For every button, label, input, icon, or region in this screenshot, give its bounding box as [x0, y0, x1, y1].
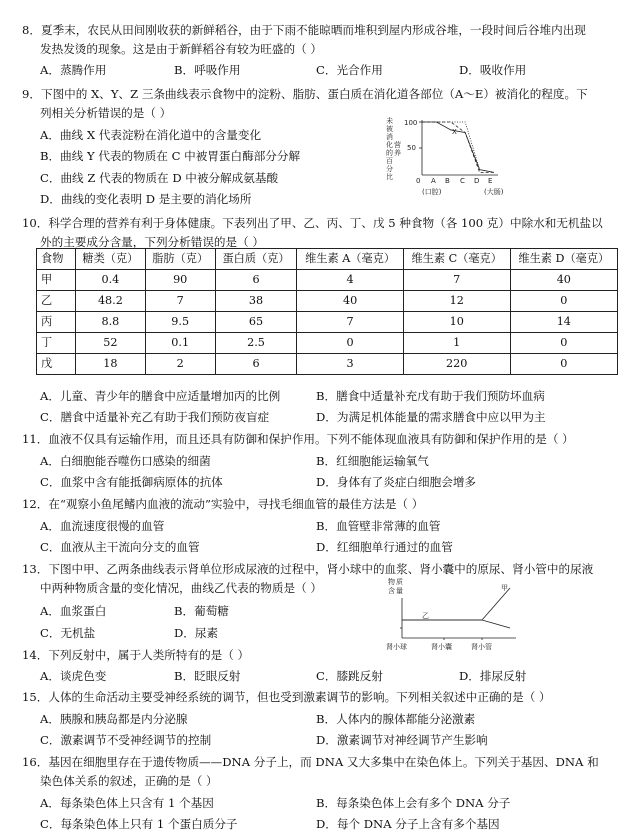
q8-option-a[interactable]: A．蒸腾作用 — [40, 63, 107, 77]
q9-ylabel-char: 消 — [386, 133, 393, 141]
q9-stem-line1: 9．下图中的 X、Y、Z 三条曲线表示食物中的淀粉、脂肪、蛋白质在消化道各部位（A～E）被消化的程度。下 — [22, 87, 588, 101]
table-row — [37, 333, 618, 354]
table-cell: 甲 — [37, 270, 76, 291]
table-row — [37, 354, 618, 375]
table-cell: 0 — [297, 333, 403, 354]
q10-option-a[interactable]: A．儿童、青少年的膳食中应适量增加丙的比例 — [40, 389, 281, 403]
table-header-cell: 脂肪（克） — [145, 249, 215, 270]
q11-option-b[interactable]: B．红细胞能运输氧气 — [316, 454, 429, 468]
q9-xtick: B — [445, 177, 450, 185]
q9-curve-x — [422, 122, 494, 172]
table-cell: 7 — [297, 312, 403, 333]
q9-ylabel-char: 未 — [386, 117, 393, 125]
q10-stem-line2: 外的主要成分含量，下列分析错误的是（ ） — [40, 235, 264, 249]
q11-option-a[interactable]: A．白细胞能吞噬伤口感染的细菌 — [40, 454, 211, 468]
table-cell: 丙 — [37, 312, 76, 333]
q12-stem-line1: 12．在“观察小鱼尾鳍内血液的流动”实验中，寻找毛细血管的最佳方法是（ ） — [22, 497, 424, 511]
q15-option-c[interactable]: C．激素调节不受神经调节的控制 — [40, 733, 212, 747]
q13-xlabel-tubule: 肾小管 — [471, 643, 492, 651]
table-cell: 2.5 — [215, 333, 297, 354]
q13-ylabel-char: 物 — [388, 578, 395, 586]
q9-ylabel-char: 的 — [386, 149, 393, 157]
q9-ylabel-char: 比 — [386, 173, 393, 181]
table-cell: 38 — [215, 291, 297, 312]
q12-option-b[interactable]: B．血管壁非常薄的血管 — [316, 519, 441, 533]
table-cell: 8.8 — [76, 312, 146, 333]
q16-option-d[interactable]: D．每个 DNA 分子上含有多个基因 — [316, 817, 500, 831]
table-cell: 4 — [297, 270, 403, 291]
q10-option-d[interactable]: D．为满足机体能量的需求膳食中应以甲为主 — [316, 410, 546, 424]
q15-option-d[interactable]: D．激素调节对神经调节产生影响 — [316, 733, 488, 747]
q13-option-d[interactable]: D．尿素 — [174, 626, 219, 640]
nephron-curve-figure — [386, 574, 522, 654]
q15-option-a[interactable]: A．胰腺和胰岛都是内分泌腺 — [40, 712, 188, 726]
q14-option-b[interactable]: B．眨眼反射 — [174, 669, 241, 683]
q10-option-b[interactable]: B．膳食中适量补充戊有助于我们预防坏血病 — [316, 389, 545, 403]
q13-curve-jia — [402, 588, 510, 620]
q8-option-b[interactable]: B．呼吸作用 — [174, 63, 241, 77]
q11-option-d[interactable]: D．身体有了炎症白细胞会增多 — [316, 475, 477, 489]
q16-option-a[interactable]: A．每条染色体上只含有 1 个基因 — [40, 796, 214, 810]
q12-option-d[interactable]: D．红细胞单行通过的血管 — [316, 540, 453, 554]
q15-stem-line1: 15．人体的生命活动主要受神经系统的调节，但也受到激素调节的影响。下列相关叙述中正确的是（ ） — [22, 690, 551, 704]
table-cell: 0 — [510, 291, 617, 312]
q9-ylabel-char: 营 — [394, 141, 401, 149]
q8-stem-line1: 8．夏季末，农民从田间刚收获的新鲜稻谷，由于下雨不能晾晒而堆积到屋内形成谷堆，一段时间后谷堆内出现 — [22, 23, 586, 37]
q9-xtick: C — [460, 177, 465, 185]
q9-curve-label: X — [452, 128, 457, 136]
q14-stem-line1: 14．下列反射中，属于人类所特有的是（ ） — [22, 648, 250, 662]
table-cell: 12 — [403, 291, 510, 312]
q13-ylabel-char: 质 — [396, 578, 403, 586]
q9-ylabel-char: 化 — [386, 141, 393, 149]
q14-option-a[interactable]: A．谈虎色变 — [40, 669, 107, 683]
q11-stem-line1: 11．血液不仅具有运输作用，而且还具有防御和保护作用。下列不能体现血液具有防御和保护作用的是（ ） — [22, 432, 574, 446]
q13-ylabel-char: 含 — [388, 587, 395, 595]
table-header-cell: 维生素 C（毫克） — [403, 249, 510, 270]
q16-option-b[interactable]: B．每条染色体上会有多个 DNA 分子 — [316, 796, 511, 810]
q15-option-b[interactable]: B．人体内的腺体都能分泌激素 — [316, 712, 476, 726]
table-cell: 6 — [215, 354, 297, 375]
table-cell: 1 — [403, 333, 510, 354]
nutrition-table — [36, 248, 618, 375]
q9-ylabel-char: 分 — [386, 165, 393, 173]
table-header-cell: 维生素 A（毫克） — [297, 249, 403, 270]
q13-curve-label-jia: 甲 — [501, 584, 508, 592]
q13-curve-group — [402, 588, 510, 628]
table-cell: 90 — [145, 270, 215, 291]
q9-curve-z — [422, 122, 494, 172]
table-cell: 7 — [403, 270, 510, 291]
table-cell: 3 — [297, 354, 403, 375]
q13-curve-yi — [402, 620, 510, 628]
table-cell: 2 — [145, 354, 215, 375]
table-header-cell: 维生素 D（毫克） — [510, 249, 617, 270]
table-cell: 7 — [145, 291, 215, 312]
q12-option-a[interactable]: A．血流速度很慢的血管 — [40, 519, 165, 533]
table-cell: 0 — [510, 333, 617, 354]
q13-curve-label-yi: 乙 — [422, 612, 429, 620]
q9-xnote-mouth: (口腔) — [422, 188, 442, 196]
q12-option-c[interactable]: C．血液从主干流向分支的血管 — [40, 540, 200, 554]
q9-ylabel-char: 百 — [386, 157, 393, 165]
q9-ylabel-char: 被 — [386, 125, 393, 133]
q8-option-c[interactable]: C．光合作用 — [316, 63, 383, 77]
table-cell: 6 — [215, 270, 297, 291]
q9-curve-y — [422, 122, 494, 172]
table-row — [37, 291, 618, 312]
table-cell: 10 — [403, 312, 510, 333]
q9-option-b[interactable]: B．曲线 Y 代表的物质在 C 中被胃蛋白酶部分分解 — [40, 149, 301, 163]
table-cell: 220 — [403, 354, 510, 375]
q8-option-d[interactable]: D．吸收作用 — [459, 63, 527, 77]
q9-xtick: A — [431, 177, 436, 185]
table-cell: 52 — [76, 333, 146, 354]
table-cell: 乙 — [37, 291, 76, 312]
q16-stem-line1: 16．基因在细胞里存在于遗传物质——DNA 分子上，而 DNA 又大多集中在染色体上。下列关于基因、DNA 和 — [22, 755, 599, 769]
q9-xnote-large-intestine: (大肠) — [484, 188, 504, 196]
q9-xtick-0: 0 — [416, 177, 421, 185]
table-cell: 14 — [510, 312, 617, 333]
q9-option-c[interactable]: C．曲线 Z 代表的物质在 D 中被分解成氨基酸 — [40, 171, 279, 185]
q9-ytick-50: 50 — [407, 144, 416, 152]
table-cell: 65 — [215, 312, 297, 333]
table-header-cell: 蛋白质（克） — [215, 249, 297, 270]
q11-option-c[interactable]: C．血浆中含有能抵御病原体的抗体 — [40, 475, 223, 489]
q13-xlabel-capsule: 肾小囊 — [431, 643, 452, 651]
q13-option-c[interactable]: C．无机盐 — [40, 626, 96, 640]
q9-option-d[interactable]: D．曲线的变化表明 D 是主要的消化场所 — [40, 192, 252, 206]
table-cell: 0.4 — [76, 270, 146, 291]
q9-xtick: E — [488, 177, 493, 185]
q16-stem-line2: 染色体关系的叙述，正确的是（ ） — [40, 774, 218, 788]
table-cell: 40 — [510, 270, 617, 291]
q13-stem-line2: 中两种物质含量的变化情况，曲线乙代表的物质是（ ） — [40, 581, 322, 595]
q10-stem-line1: 10．科学合理的营养有利于身体健康。下表列出了甲、乙、丙、丁、戊 5 种食物（各 100 克）中除水和无机盐以 — [22, 216, 603, 230]
table-cell: 9.5 — [145, 312, 215, 333]
q10-option-c[interactable]: C．膳食中适量补充乙有助于我们预防夜盲症 — [40, 410, 270, 424]
q16-option-c[interactable]: C．每条染色体上只有 1 个蛋白质分子 — [40, 817, 238, 831]
q13-option-b[interactable]: B．葡萄糖 — [174, 604, 229, 618]
q14-option-c[interactable]: C．膝跳反射 — [316, 669, 383, 683]
table-header-cell: 食物 — [37, 249, 76, 270]
table-cell: 18 — [76, 354, 146, 375]
table-cell: 戊 — [37, 354, 76, 375]
q9-xtick: D — [474, 177, 480, 185]
q9-ylabel-char: 养 — [394, 149, 401, 157]
q9-ytick-100: 100 — [404, 119, 418, 127]
table-cell: 0 — [510, 354, 617, 375]
q9-stem-line2: 列相关分析错误的是（ ） — [40, 106, 172, 120]
table-header-row — [37, 249, 618, 270]
q9-curve-group — [422, 122, 494, 172]
table-cell: 40 — [297, 291, 403, 312]
q13-option-a[interactable]: A．血浆蛋白 — [40, 604, 107, 618]
table-row — [37, 312, 618, 333]
q13-ylabel-char: 量 — [396, 587, 403, 595]
q13-xlabel-glomerulus: 肾小球 — [386, 643, 407, 651]
table-cell: 丁 — [37, 333, 76, 354]
q8-stem-line2: 发热发烫的现象。这是由于新鲜稻谷有较为旺盛的（ ） — [40, 42, 322, 56]
table-row — [37, 270, 618, 291]
q13-stem-line1: 13．下图中甲、乙两条曲线表示肾单位形成尿液的过程中，肾小球中的血浆、肾小囊中的原尿、肾小管中的尿液 — [22, 562, 594, 576]
table-cell: 0.1 — [145, 333, 215, 354]
q9-option-a[interactable]: A．曲线 X 代表淀粉在消化道中的含量变化 — [40, 128, 262, 142]
q14-option-d[interactable]: D．排尿反射 — [459, 669, 527, 683]
digestion-curve-figure — [386, 114, 512, 198]
table-cell: 48.2 — [76, 291, 146, 312]
table-header-cell: 糖类（克） — [76, 249, 146, 270]
